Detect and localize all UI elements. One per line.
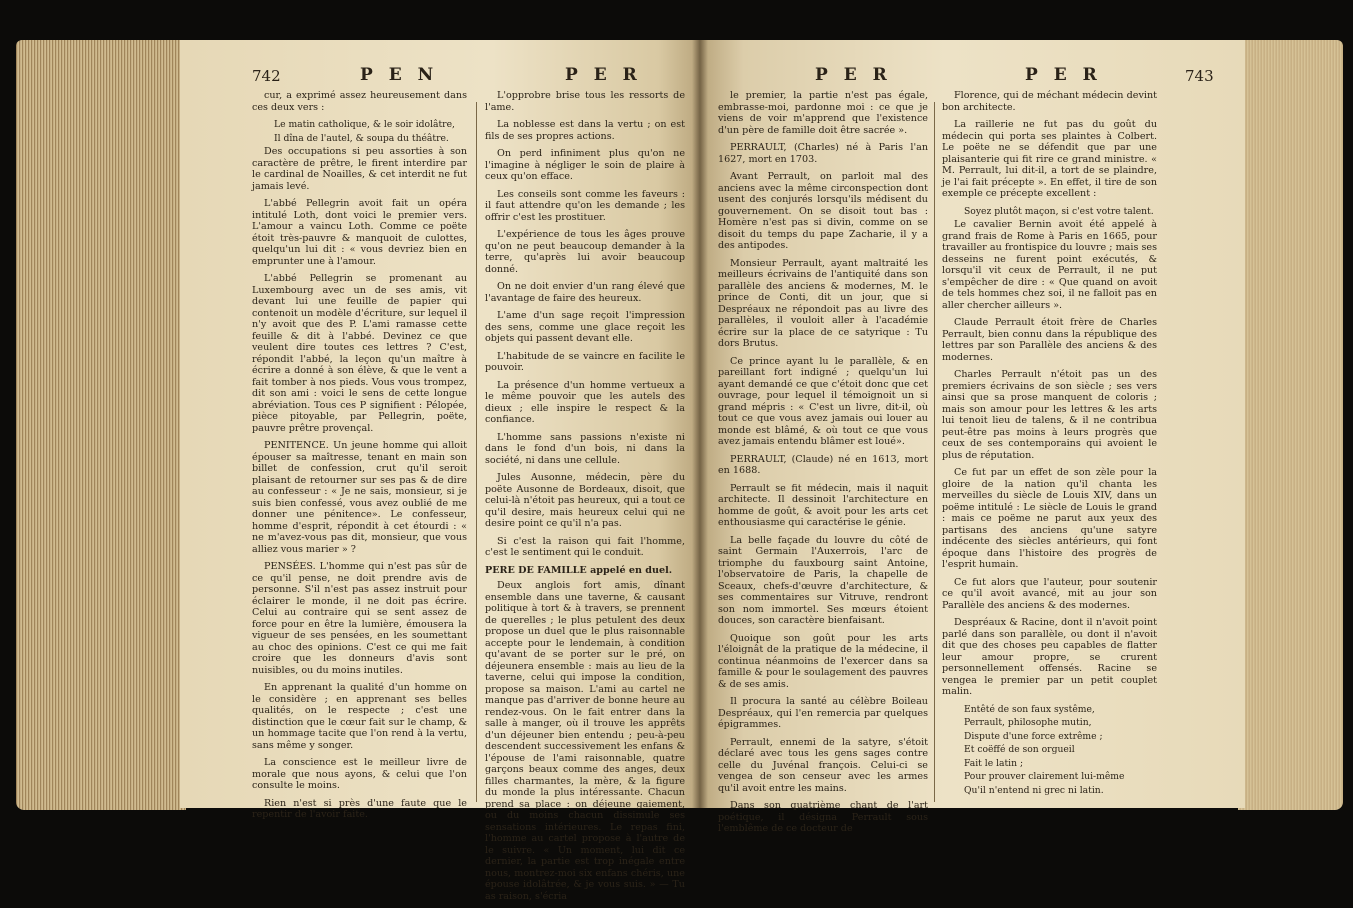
book-gutter [692, 40, 708, 808]
paragraph: Il procura la santé au célèbre Boileau Despréaux, qui l'en remercia par quelques épigrammes. [718, 696, 928, 730]
running-head-right: P E R [565, 65, 642, 85]
paragraph: La belle façade du louvre du côté de saint Germain l'Auxerrois, l'arc de triomphe du fauxbourg saint Antoine, l'observatoire de Paris, la chapelle de Sceaux, chefs-d'œuvre d'architecture, & ses commentaires sur Vitruve, rendront son nom immortel. Ses mœurs étoient douces, son caractère bienfaisant. [718, 534, 928, 626]
paragraph: Avant Perrault, on parloit mal des anciens avec la même circonspection dont usent des conjurés lorsqu'ils médisent du gouvernement. On se disoit tout bas : Homère n'est pas si divin, comme on se disoit du temps du pape Zacharie, il y a des antipodes. [718, 171, 928, 251]
paragraph: L'abbé Pellegrin se promenant au Luxembourg avec un de ses amis, vit devant lui une feuille de papier qui contenoit un modèle d'écriture, sur lequel il n'y avoit que des P. L'ami ramasse cette feuille & dit à l'abbé. Devinez ce que veulent dire toutes ces lettres ? C'est, répondit l'abbé, la leçon qu'un maître à écrire a donné à son élève, & que le vent a fait tomber à nos pieds. Vous vous trompez, dit son ami : voici le sens de cette longue abréviation. Tous ces P signifient : Pélopée, pièce pitoyable, par Pellegrin, poëte, pauvre prêtre provençal. [252, 273, 467, 434]
paragraph: L'homme sans passions n'existe ni dans le fond d'un bois, ni dans la société, ni dans une cellule. [485, 431, 685, 466]
running-head-left: P E R [815, 65, 892, 85]
paragraph: PERRAULT, (Claude) né en 1613, mort en 1688. [718, 453, 928, 476]
column-rule [934, 102, 935, 802]
verse-line: Pour prouver clairement lui-même [964, 771, 1125, 782]
verse-line: Le matin catholique, & le soir idolâtre, [274, 119, 455, 130]
paragraph: Rien n'est si près d'une faute que le repentir de l'avoir faite. [252, 797, 467, 820]
right-column-2 [942, 90, 1157, 798]
paragraph: Despréaux & Racine, dont il n'avoit point parlé dans son parallèle, ou dont il n'avoit dit que des choses peu capables de flatter leur amour propre, se crurent personnellement offensés. Racine se vengea le premier par un petit couplet malin. [942, 617, 1157, 697]
paragraph: Perrault, ennemi de la satyre, s'étoit déclaré avec tous les gens sages contre celle du Juvénal françois. Celui-ci se vengea de son censeur avec les armes qu'il avoit entre les mains. [718, 736, 928, 794]
paragraph: L'abbé Pellegrin avoit fait un opéra intitulé Loth, dont voici le premier vers. L'amour a vaincu Loth. Comme ce poëte étoit très-pauvre & manquoit de culottes, quelqu'un lui dit : « vous devriez bien en emprunter une à l'amour. [252, 198, 467, 267]
paragraph: L'expérience de tous les âges prouve qu'on ne peut beaucoup demander à la terre, qu'après lui avoir beaucoup donné. [485, 229, 685, 275]
paragraph: Le cavalier Bernin avoit été appelé à grand frais de Rome à Paris en 1665, pour travailler au frontispice du louvre ; mais ses desseins ne furent point exécutés, & lorsqu'il vit ceux de Perrault, il ne put s'empêcher de dire : « Que quand on avoit de tels hommes chez soi, il ne falloit pas en aller chercher ailleurs ». [942, 219, 1157, 311]
verse-line: Soyez plutôt maçon, si c'est votre talent. [964, 205, 1154, 217]
right-column-1 [718, 90, 928, 841]
paragraph: On perd infiniment plus qu'on ne l'imagine à négliger le soin de plaire à ceux qu'on efface. [485, 148, 685, 182]
paragraph: Charles Perrault n'étoit pas un des premiers écrivains de son siècle ; ses vers ainsi que sa prose manquent de coloris ; mais son amour pour les lettres & les arts lui tenoit lieu de talens, & il ne contribua peut-être pas moins à leurs progrès que ceux de ses contemporains qui avoient le plus de réputation. [942, 369, 1157, 461]
paragraph: le premier, la partie n'est pas égale, embrasse-moi, pardonne moi : ce que je viens de voir m'apprend que l'existence d'un père de famille doit être sacrée ». [718, 90, 928, 136]
paragraph: Dans son quatrième chant de l'art poétique, il désigna Perrault sous l'emblême de ce docteur de [718, 800, 928, 834]
left-page [180, 40, 700, 902]
paragraph: Des occupations si peu assorties à son caractère de prêtre, le firent interdire par le cardinal de Noailles, & cet interdit ne fut jamais levé. [252, 146, 467, 192]
paragraph: La conscience est le meilleur livre de morale que nous ayons, & celui que l'on consulte le moins. [252, 757, 467, 791]
paragraph: Jules Ausonne, médecin, père du poëte Ausonne de Bordeaux, disoit, que celui-là n'étoit pas heureux, qui a tout ce qu'il desire, mais heureux celui qui ne desire point ce qu'il n'a pas. [485, 472, 685, 529]
paragraph: Ce fut alors que l'auteur, pour soutenir ce qu'il avoit avancé, mit au jour son Parallèle des anciens & des modernes. [942, 576, 1157, 611]
paragraph: PENSÉES. L'homme qui n'est pas sûr de ce qu'il pense, ne doit prendre avis de personne. S'il n'est pas assez instruit pour éclairer le monde, il ne doit pas écrire. Celui au contraire qui se sent assez de force pour en être la lumière, émousera la vigueur de ses pensées, en les soumettant au choc des opinions. C'est ce qui me fait croire que les donneurs d'avis sont nuisibles, ou du moins inutiles. [252, 561, 467, 676]
paragraph: La noblesse est dans la vertu ; on est fils de ses propres actions. [485, 119, 685, 142]
paragraph: Perrault se fit médecin, mais il naquit architecte. Il dessinoit l'architecture en homme de goût, & avoit pour les arts cet enthousiasme qui caractérise le génie. [718, 482, 928, 528]
verse-line: Perrault, philosophe mutin, [964, 717, 1092, 728]
paragraph: L'ame d'un sage reçoit l'impression des sens, comme une glace reçoit les objets qui passent devant elle. [485, 310, 685, 344]
verse-line: Qu'il n'entend ni grec ni latin. [964, 784, 1104, 796]
entry-heading: PERE DE FAMILLE appelé en duel. [485, 564, 673, 576]
page-number-left: 742 [252, 67, 281, 85]
page-number-right: 743 [1185, 67, 1214, 85]
paragraph: PERRAULT, (Charles) né à Paris l'an 1627, mort en 1703. [718, 142, 928, 165]
right-page-edges [1238, 40, 1343, 810]
paragraph: La présence d'un homme vertueux a le même pouvoir que les autels des dieux ; elle inspire le respect & la confiance. [485, 379, 685, 425]
verse-line: Et coëffé de son orgueil [964, 744, 1075, 755]
paragraph: Ce fut par un effet de son zèle pour la gloire de la nation qu'il chanta les merveilles du siècle de Louis XIV, dans un poëme intitulé : Le siècle de Louis le grand : mais ce poëme ne parut aux yeux des partisans des anciens qu'une satyre indécente des siècles antérieurs, qui font époque dans l'histoire des progrès de l'esprit humain. [942, 467, 1157, 570]
right-page [700, 40, 1245, 834]
paragraph: L'opprobre brise tous les ressorts de l'ame. [485, 90, 685, 113]
paragraph: Deux anglois fort amis, dînant ensemble dans une taverne, & causant politique à tort & à travers, se prennent de querelles ; le plus petulent des deux propose un duel que le plus raisonnable accepte pour le lendemain, à condition qu'avant de se porter sur le pré, on déjeunera ensemble : mais au lieu de la taverne, celui qui impose la condition, propose sa maison. L'ami au cartel ne manque pas d'arriver de bonne heure au rendez-vous. On le fait entrer dans la salle à manger, où il trouve les apprêts d'un déjeuner bien entendu ; peu-à-peu descendent successivement les enfans & l'épouse de l'ami raisonnable, quatre garçons beaux comme des anges, deux filles charmantes, la mère, & la figure du monde la plus intéressante. Chacun prend sa place : on déjeune gaiement, ou du moins chacun dissimule ses sensations intérieures. Le repas fini, l'homme au cartel propose à l'autre de le suivre. « Un moment, lui dit ce dernier, la partie est trop inégale entre nous, montrez-moi six enfans chéris, une épouse idolâtrée, & je vous suis. » — Tu as raison, s'écria [485, 580, 685, 902]
left-column-1 [252, 90, 467, 827]
column-rule [476, 102, 477, 802]
verse-line: Dispute d'une force extrême ; [964, 730, 1103, 742]
left-column-2 [485, 90, 685, 908]
paragraph: Ce prince ayant lu le parallèle, & en pareillant fort indigné ; quelqu'un lui ayant demandé ce que c'étoit donc que cet ouvrage, pour lequel il témoignoit un si grand mépris : « C'est un livre, dit-il, où tout ce que vous avez jamais oui louer au monde est blâmé, & où tout ce que vous avez jamais entendu blâmer est loué». [718, 355, 928, 447]
paragraph: PENITENCE. Un jeune homme qui alloit épouser sa maîtresse, tenant en main son billet de confession, crut qu'il seroit plaisant de retourner sur ses pas & de dire au confesseur : « Je ne sais, monsieur, si je suis bien confessé, vous avez oublié de me donner une pénitence». Le confesseur, homme d'esprit, répondit à cet étourdi : « ne m'avez-vous pas dit, monsieur, que vous alliez vous marier » ? [252, 440, 467, 555]
paragraph: Claude Perrault étoit frère de Charles Perrault, bien connu dans la république des lettres par son Parallèle des anciens & des modernes. [942, 317, 1157, 363]
running-head-left: P E N [360, 65, 439, 85]
paragraph: On ne doit envier d'un rang élevé que l'avantage de faire des heureux. [485, 281, 685, 304]
verse-line: Entêté de son faux systême, [964, 703, 1095, 715]
paragraph: La raillerie ne fut pas du goût du médecin qui porta ses plaintes à Colbert. Le poëte ne se défendit que par une plaisanterie qui fit rire ce grand ministre. « M. Perrault, lui dit-il, a tort de se plaindre, je l'ai fait précepte ». En effet, il tire de son exemple ce précepte excellent : [942, 119, 1157, 199]
running-head-right: P E R [1025, 65, 1102, 85]
paragraph: Florence, qui de méchant médecin devint bon architecte. [942, 90, 1157, 113]
paragraph: En apprenant la qualité d'un homme on le considère ; en apprenant ses belles qualités, on le respecte ; c'est une distinction que le cœur fait sur le champ, & un hommage tacite que l'on rend à la vertu, sans même y songer. [252, 682, 467, 751]
paragraph: cur, a exprimé assez heureusement dans ces deux vers : [252, 90, 467, 113]
verse-line: Fait le latin ; [964, 757, 1024, 769]
paragraph: Si c'est la raison qui fait l'homme, c'est le sentiment qui le conduit. [485, 535, 685, 558]
left-page-edges [16, 40, 186, 810]
paragraph: Quoique son goût pour les arts l'éloignât de la pratique de la médecine, il continua néanmoins de l'exercer dans sa famille & pour le soulagement des pauvres & de ses amis. [718, 632, 928, 690]
paragraph: Les conseils sont comme les faveurs : il faut attendre qu'on les demande ; les offrir c'est les prostituer. [485, 188, 685, 223]
paragraph: Monsieur Perrault, ayant maltraité les meilleurs écrivains de l'antiquité dans son parallèle des anciens & modernes, M. le prince de Conti, dit un jour, que si Despréaux ne répondoit pas au livre des parallèles, il vouloit aller à l'académie écrire sur la place de ce satyrique : Tu dors Brutus. [718, 257, 928, 349]
verse-line: Il dîna de l'autel, & soupa du théâtre. [274, 132, 449, 144]
paragraph: L'habitude de se vaincre en facilite le pouvoir. [485, 350, 685, 373]
